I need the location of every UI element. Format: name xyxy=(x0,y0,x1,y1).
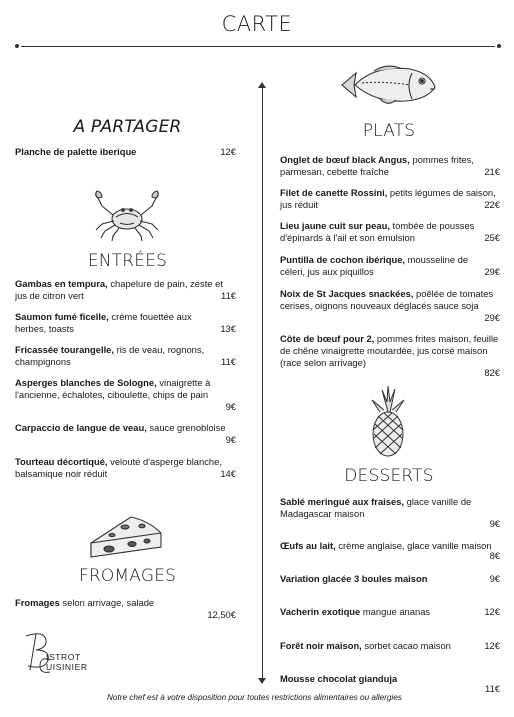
menu-item: Lieu jaune cuit sur peau, tombée de pousses d'épinards à l'ail et son émulsion 25€ xyxy=(280,220,500,243)
fish-icon xyxy=(340,63,438,107)
menu-item: Asperges blanches de Sologne, vinaigrette à l'ancienne, échalotes, ciboulette, chips de pain 9€ xyxy=(15,377,236,412)
item-price: 11€ xyxy=(485,683,500,694)
menu-item: Onglet de bœuf black Angus, pommes frites, parmesan, cebette fraîche 21€ xyxy=(280,154,500,177)
menu-item: Saumon fumé ficelle, crème fouettée aux herbes, toasts 13€ xyxy=(15,311,236,334)
item-price: 8€ xyxy=(489,550,500,561)
menu-item: Mousse chocolat gianduja 11€ xyxy=(280,673,500,694)
item-price: 22€ xyxy=(484,199,500,210)
item-price: 9€ xyxy=(489,573,500,584)
item-price: 13€ xyxy=(220,323,236,334)
menu-item: Planche de palette iberique 12€ xyxy=(15,146,236,157)
menu-item: Vacherin exotique mangue ananas 12€ xyxy=(280,606,500,617)
menu-item: Filet de canette Rossini, petits légumes de saison, jus réduit 22€ xyxy=(280,187,500,210)
menu-item: Sablé meringué aux fraises, glace vanille de Madagascar maison 9€ xyxy=(280,496,500,529)
menu-item: Gambas en tempura, chapelure de pain, zeste et jus de citron vert 11€ xyxy=(15,278,236,301)
allergy-note: Notre chef est à votre disposition pour toutes restrictions alimentaires ou allergies xyxy=(107,693,402,702)
item-price: 14€ xyxy=(220,468,236,479)
item-price: 21€ xyxy=(484,166,500,177)
item-price: 25€ xyxy=(484,232,500,243)
section-title-desserts: DESSERTS xyxy=(344,466,434,486)
item-price: 9€ xyxy=(225,401,236,412)
section-title-a-partager: A PARTAGER xyxy=(73,117,182,137)
column-divider-arrow xyxy=(258,82,266,684)
item-price: 12€ xyxy=(220,146,236,157)
bistrot-cuisinier-logo xyxy=(16,632,106,674)
cheese-icon xyxy=(87,513,165,561)
menu-item: Carpaccio de langue de veau, sauce grenobloise 9€ xyxy=(15,422,236,445)
item-price: 11€ xyxy=(221,356,236,367)
item-price: 9€ xyxy=(489,518,500,529)
menu-item: Fromages selon arrivage, salade 12,50€ xyxy=(15,597,236,620)
item-price: 11€ xyxy=(221,290,236,301)
menu-item: Variation glacée 3 boules maison 9€ xyxy=(280,573,500,584)
item-price: 29€ xyxy=(484,266,500,277)
item-price: 12€ xyxy=(484,606,500,617)
menu-item: Forêt noir maison, sorbet cacao maison 12€ xyxy=(280,640,500,651)
item-price: 9€ xyxy=(225,434,236,445)
item-price: 12€ xyxy=(484,640,500,651)
item-price: 29€ xyxy=(484,312,500,323)
page-title: CARTE xyxy=(221,12,293,36)
item-price: 12,50€ xyxy=(207,609,236,620)
crab-icon xyxy=(92,190,162,242)
section-title-fromages: FROMAGES xyxy=(78,566,177,586)
menu-item: Fricassée tourangelle, ris de veau, rognons, champignons 11€ xyxy=(15,344,236,367)
menu-item: Œufs au lait, crème anglaise, glace vanille maison 8€ xyxy=(280,540,500,561)
item-price: 82€ xyxy=(484,367,500,378)
menu-item: Côte de bœuf pour 2, pommes frites maison, feuille de chêne vinaigrette moutardée, jus corsé maison (race selon arrivage) 82€ xyxy=(280,333,500,378)
menu-item: Puntilla de cochon ibérique, mousseline de céleri, jus aux piquillos 29€ xyxy=(280,254,500,277)
section-title-entrees: ENTRÉES xyxy=(87,251,168,271)
menu-item: Noix de St Jacques snackées, poêlée de tomates cerises, oignons nouveaux déglacés sauce soja 29€ xyxy=(280,288,500,323)
menu-item: Tourteau décortiqué, velouté d'asperge blanche, balsamique noir réduit 14€ xyxy=(15,456,236,479)
section-title-plats: PLATS xyxy=(362,121,416,141)
title-rule xyxy=(15,44,501,48)
pineapple-icon xyxy=(368,386,408,458)
logo-text: ISTROT UISINIER xyxy=(46,652,88,672)
